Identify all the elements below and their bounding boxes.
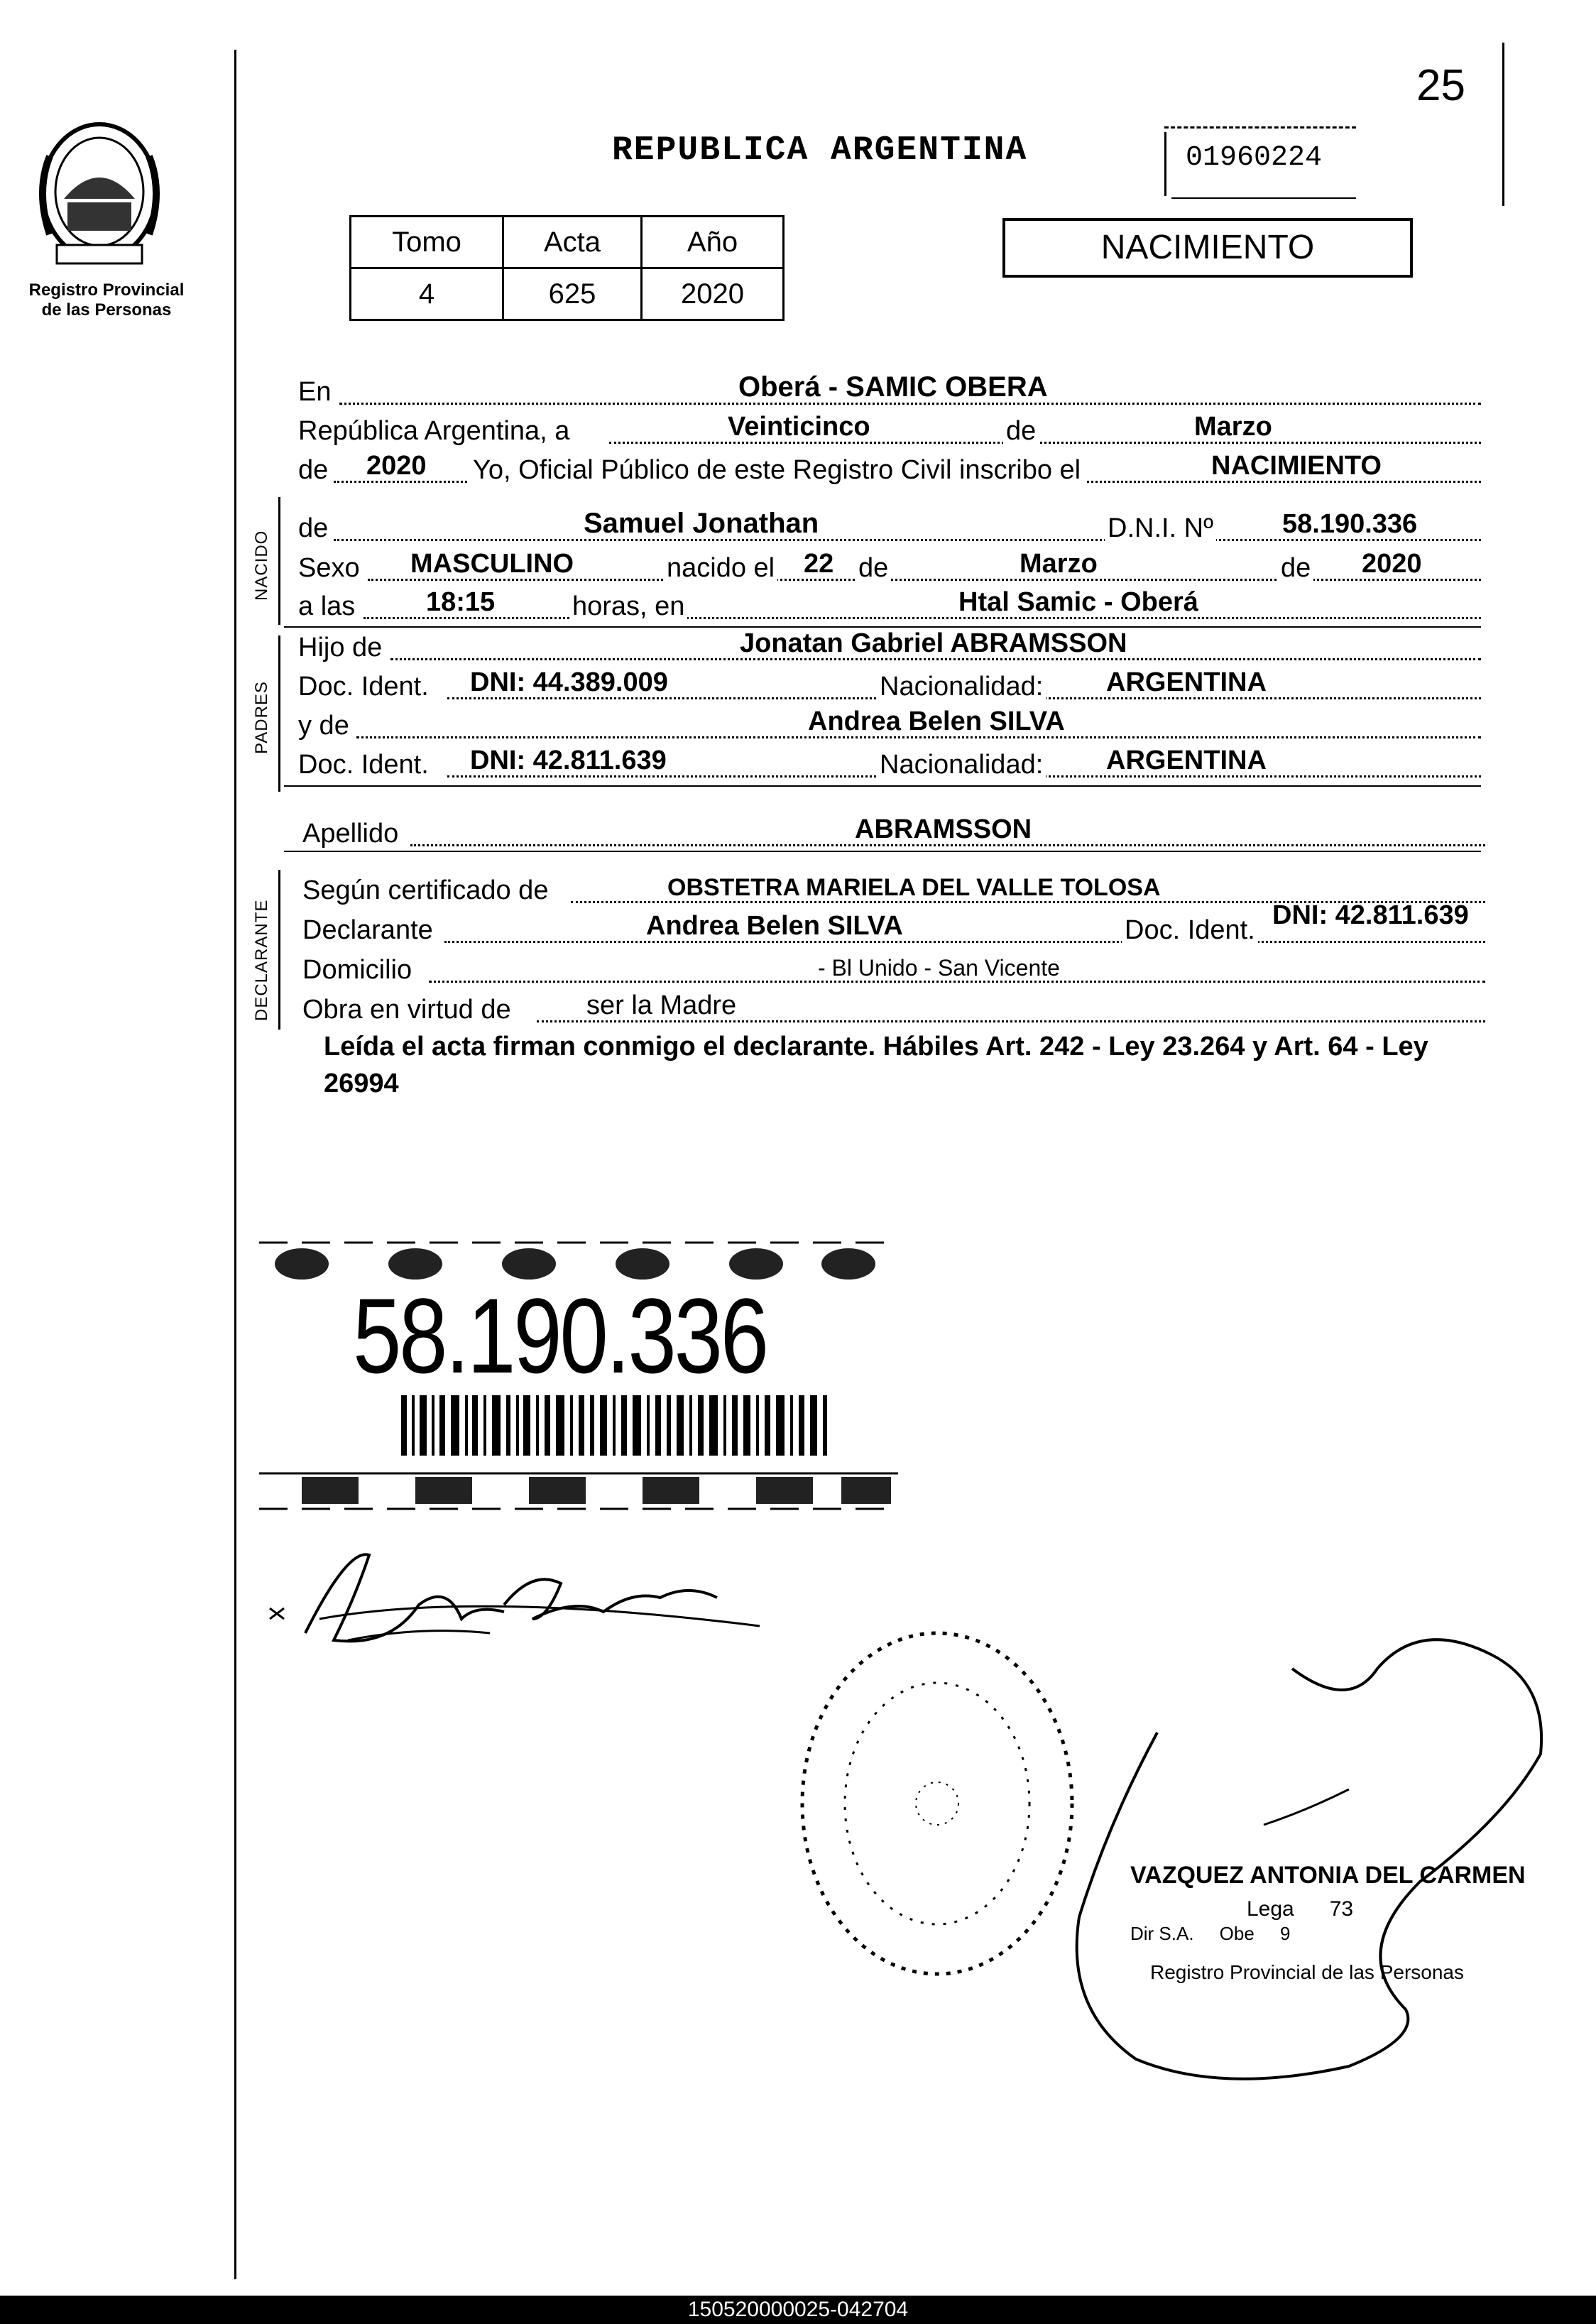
line-domicilio	[302, 947, 1485, 987]
label-certificado: Según certificado de	[302, 875, 549, 905]
birth-place-value: Htal Samic - Oberá	[958, 587, 1198, 617]
label-republica: República Argentina, a	[298, 416, 570, 446]
inscribo-text: Yo, Oficial Público de este Registro Civil inscribo el	[469, 455, 1085, 486]
issuer-line2: de las Personas	[41, 300, 172, 320]
line-republica	[298, 408, 1481, 448]
declarante-doc-value: DNI: 42.811.639	[1272, 900, 1469, 930]
label-de-year2: de	[1278, 553, 1313, 584]
page-number: 25	[1416, 61, 1465, 110]
header-ano: Año	[642, 217, 784, 268]
father-name-value: Jonatan Gabriel ABRAMSSON	[740, 628, 1127, 658]
father-doc-value: DNI: 44.389.009	[470, 667, 668, 697]
sticker-bottom-band	[259, 1473, 898, 1509]
header-tomo: Tomo	[351, 217, 503, 268]
document-title: REPUBLICA ARGENTINA	[612, 131, 1028, 170]
apellido-value: ABRAMSSON	[855, 814, 1032, 844]
label-domicilio: Domicilio	[302, 955, 412, 985]
province-seal	[28, 114, 170, 277]
mother-doc-value: DNI: 42.811.639	[470, 746, 667, 775]
label-a-las: a las	[298, 591, 356, 621]
father-nationality-value: ARGENTINA	[1106, 667, 1267, 697]
sticker-barcode	[401, 1395, 827, 1456]
declarante-section-label: DECLARANTE	[252, 899, 271, 1021]
line-father-doc	[298, 664, 1481, 704]
line-declarante	[302, 900, 1485, 947]
padres-rule	[278, 635, 280, 792]
official-name: VAZQUEZ ANTONIA DEL CARMEN	[1130, 1862, 1526, 1889]
issuer-name	[7, 280, 206, 320]
label-declarante-doc: Doc. Ident.	[1122, 915, 1258, 946]
label-de-month: de	[1003, 416, 1039, 447]
birth-year-value: 2020	[1362, 549, 1422, 579]
record-table	[349, 215, 785, 321]
label-nacido-de: de	[298, 513, 329, 543]
obra-value: ser la Madre	[586, 991, 737, 1020]
line-mother-doc	[298, 742, 1481, 782]
label-declarante: Declarante	[302, 915, 433, 945]
signature-loop	[1051, 1612, 1562, 2095]
line-inscribo	[298, 447, 1481, 487]
right-margin-rule	[1502, 43, 1504, 206]
label-sexo: Sexo	[298, 553, 360, 583]
header-acta: Acta	[503, 217, 642, 268]
child-name-value: Samuel Jonathan	[584, 508, 819, 539]
declarante-value: Andrea Belen SILVA	[646, 911, 903, 941]
value-tomo: 4	[351, 268, 503, 320]
birth-month-value: Marzo	[1020, 549, 1098, 579]
left-margin-rule	[234, 50, 236, 2279]
certificado-value: OBSTETRA MARIELA DEL VALLE TOLOSA	[667, 874, 1161, 901]
mother-name-value: Andrea Belen SILVA	[808, 707, 1065, 736]
apellido-divider	[284, 851, 1481, 852]
label-dni: D.N.I. Nº	[1105, 513, 1216, 544]
birth-time-value: 18:15	[426, 587, 496, 617]
label-hijo-de: Hijo de	[298, 633, 383, 662]
act-word-value: NACIMIENTO	[1211, 451, 1382, 481]
line-y-de	[298, 703, 1481, 743]
month-value: Marzo	[1194, 412, 1272, 442]
value-ano: 2020	[642, 268, 784, 320]
official-registry: Registro Provincial de las Personas	[1150, 1961, 1464, 1983]
label-obra: Obra en virtud de	[302, 995, 511, 1025]
day-words-value: Veinticinco	[728, 412, 870, 442]
year-value: 2020	[366, 451, 427, 481]
label-y-de: y de	[298, 711, 349, 741]
record-table-values	[351, 268, 784, 320]
issuer-line1: Registro Provincial	[28, 280, 185, 300]
label-de-month2: de	[856, 553, 891, 584]
label-apellido: Apellido	[302, 819, 399, 849]
label-de-year: de	[298, 455, 329, 485]
label-mother-doc: Doc. Ident.	[298, 750, 429, 780]
declarante-rule	[278, 870, 280, 1030]
legal-note: Leída el acta firman conmigo el declarante. Hábiles Art. 242 - Ley 23.264 y Art. 64 - Ley 26994	[324, 1032, 1428, 1098]
birth-day-value: 22	[804, 549, 834, 579]
serial-box	[1164, 126, 1356, 201]
circular-stamp	[788, 1619, 1086, 1988]
child-dni-value: 58.190.336	[1282, 509, 1418, 539]
declarant-signature	[263, 1541, 774, 1662]
mother-nationality-value: ARGENTINA	[1106, 746, 1267, 775]
official-legajo: Lega 73	[1247, 1897, 1354, 1921]
line-apellido	[302, 811, 1485, 851]
label-mother-nationality: Nacionalidad:	[877, 750, 1046, 780]
value-acta: 625	[503, 268, 642, 320]
line-a-las	[298, 584, 1481, 623]
label-horas-en: horas, en	[569, 591, 687, 622]
label-father-nationality: Nacionalidad:	[877, 672, 1046, 702]
domicilio-value: - Bl Unido - San Vicente	[818, 955, 1060, 981]
dni-sticker	[259, 1235, 898, 1520]
nacido-section-label: NACIDO	[252, 530, 271, 601]
line-sexo	[298, 545, 1481, 585]
record-table-header	[351, 217, 784, 268]
serial-number: 01960224	[1186, 142, 1323, 174]
padres-divider	[284, 785, 1481, 787]
nacido-rule	[278, 497, 280, 625]
label-father-doc: Doc. Ident.	[298, 672, 429, 702]
line-en	[298, 369, 1481, 409]
line-obra	[302, 987, 1485, 1027]
line-nacido-name	[298, 506, 1481, 545]
sticker-number: 58.190.336	[353, 1276, 767, 1395]
padres-section-label: PADRES	[252, 681, 271, 754]
place-value: Oberá - SAMIC OBERA	[738, 371, 1048, 403]
line-hijo-de	[298, 625, 1481, 665]
official-office: Dir S.A. Obe 9	[1130, 1923, 1291, 1944]
footer-id: 150520000025-042704	[0, 2296, 1596, 2324]
sexo-value: MASCULINO	[410, 549, 574, 579]
label-nacido-el: nacido el	[664, 553, 777, 584]
label-en: En	[298, 377, 332, 407]
act-type-box: NACIMIENTO	[1002, 218, 1413, 278]
